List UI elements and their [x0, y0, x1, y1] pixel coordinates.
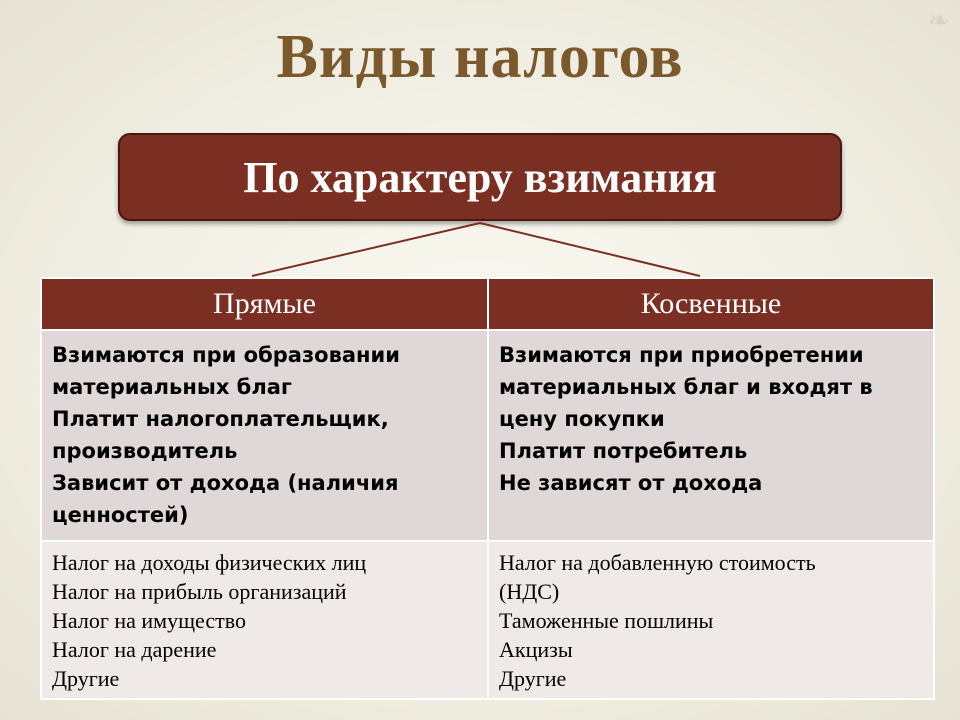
- category-label: По характеру взимания: [243, 152, 717, 202]
- indirect-feature-line: Платит потребитель: [499, 439, 748, 463]
- direct-example-item: Налог на имущество: [52, 608, 246, 633]
- direct-features-cell: [41, 330, 488, 541]
- column-header-direct: Прямые: [41, 278, 488, 330]
- header-row: [41, 278, 934, 330]
- direct-examples-cell: [41, 541, 488, 699]
- decorative-corner-icon: ❧: [928, 6, 950, 36]
- indirect-example-item: (НДС): [499, 579, 560, 604]
- direct-feature-line: производитель: [52, 439, 238, 463]
- features-row: [41, 330, 934, 541]
- indirect-example-item: Акцизы: [499, 637, 573, 662]
- direct-feature-line: Платит налогоплательщик,: [52, 407, 389, 431]
- direct-example-item: Налог на дарение: [52, 637, 217, 662]
- direct-example-item: Налог на доходы физических лиц: [52, 550, 367, 575]
- direct-feature-line: ценностей): [52, 503, 189, 527]
- indirect-feature-line: Не зависят от дохода: [499, 471, 763, 495]
- direct-example-item: Налог на прибыль организаций: [52, 579, 347, 604]
- examples-row: [41, 541, 934, 699]
- indirect-example-item: Налог на добавленную стоимость: [499, 550, 816, 575]
- tax-types-table: [40, 277, 935, 700]
- indirect-example-item: Таможенные пошлины: [499, 608, 714, 633]
- indirect-features-cell: [488, 330, 934, 541]
- slide-title: Виды налогов: [276, 23, 684, 91]
- indirect-feature-line: цену покупки: [499, 407, 665, 431]
- direct-feature-line: материальных благ: [52, 375, 292, 399]
- connector-left: [252, 223, 480, 276]
- indirect-feature-line: Взимаются при приобретении: [499, 343, 864, 367]
- connector-right: [480, 223, 700, 276]
- direct-example-item: Другие: [52, 666, 120, 691]
- direct-feature-line: Взимаются при образовании: [52, 343, 400, 367]
- direct-feature-line: Зависит от дохода (наличия: [52, 471, 399, 495]
- indirect-examples-cell: [488, 541, 934, 699]
- indirect-example-item: Другие: [499, 666, 567, 691]
- indirect-feature-line: материальных благ и входят в: [499, 375, 873, 399]
- column-header-indirect: Косвенные: [488, 278, 934, 330]
